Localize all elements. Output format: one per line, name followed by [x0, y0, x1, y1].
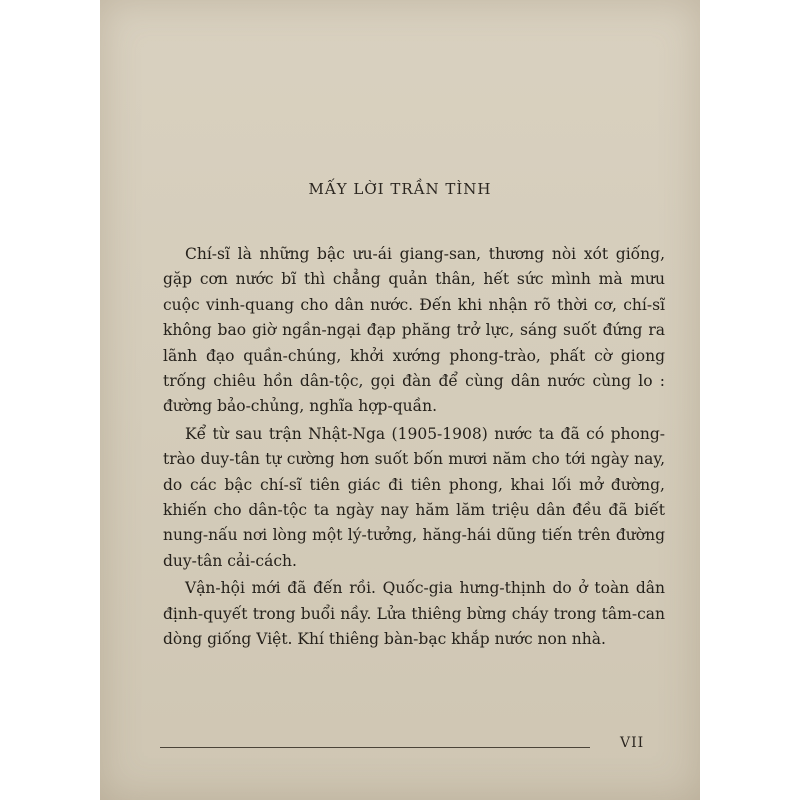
page-title: MẤY LỜI TRẦN TÌNH: [308, 180, 492, 198]
body-text: [163, 242, 665, 653]
footer-rule: [160, 747, 590, 748]
page-number: VII: [620, 735, 645, 751]
book-page: [100, 0, 700, 800]
paragraph-3: Vận-hội mới đã đến rồi. Quốc-gia hưng-thịnh do ở toàn dân định-quyết trong buổi nầy. Lửa thiêng bừng cháy trong tâm-can dòng giống Việt. Khí thiêng bàn-bạc khắp nước non nhà.: [163, 579, 665, 649]
paragraph-1: Chí-sĩ là những bậc ưu-ái giang-san, thương nòi xót giống, gặp cơn nước bĩ thì chẳng quản thân, hết sức mình mà mưu cuộc vinh-quang cho dân nước. Đến khi nhận rõ thời cơ, chí-sĩ không bao giờ ngần-ngại đạp phăng trở lực, sáng suốt đứng ra lãnh đạo quần-chúng, khởi xướng phong-trào, phất cờ giong trống chiêu hồn dân-tộc, gọi đàn để cùng dân nước cùng lo : đường bảo-chủng, nghĩa hợp-quần.: [163, 245, 665, 416]
paragraph-2: Kể từ sau trận Nhật-Nga (1905-1908) nước ta đã có phong-trào duy-tân tự cường hơn suốt bốn mươi năm cho tới ngày nay, do các bậc chí-sĩ tiên giác đi tiên phong, khai lối mở đường, khiến cho dân-tộc ta ngày nay hăm lăm triệu dân đều đã biết nung-nấu nơi lòng một lý-tưởng, hăng-hái dũng tiến trên đường duy-tân cải-cách.: [163, 424, 665, 570]
